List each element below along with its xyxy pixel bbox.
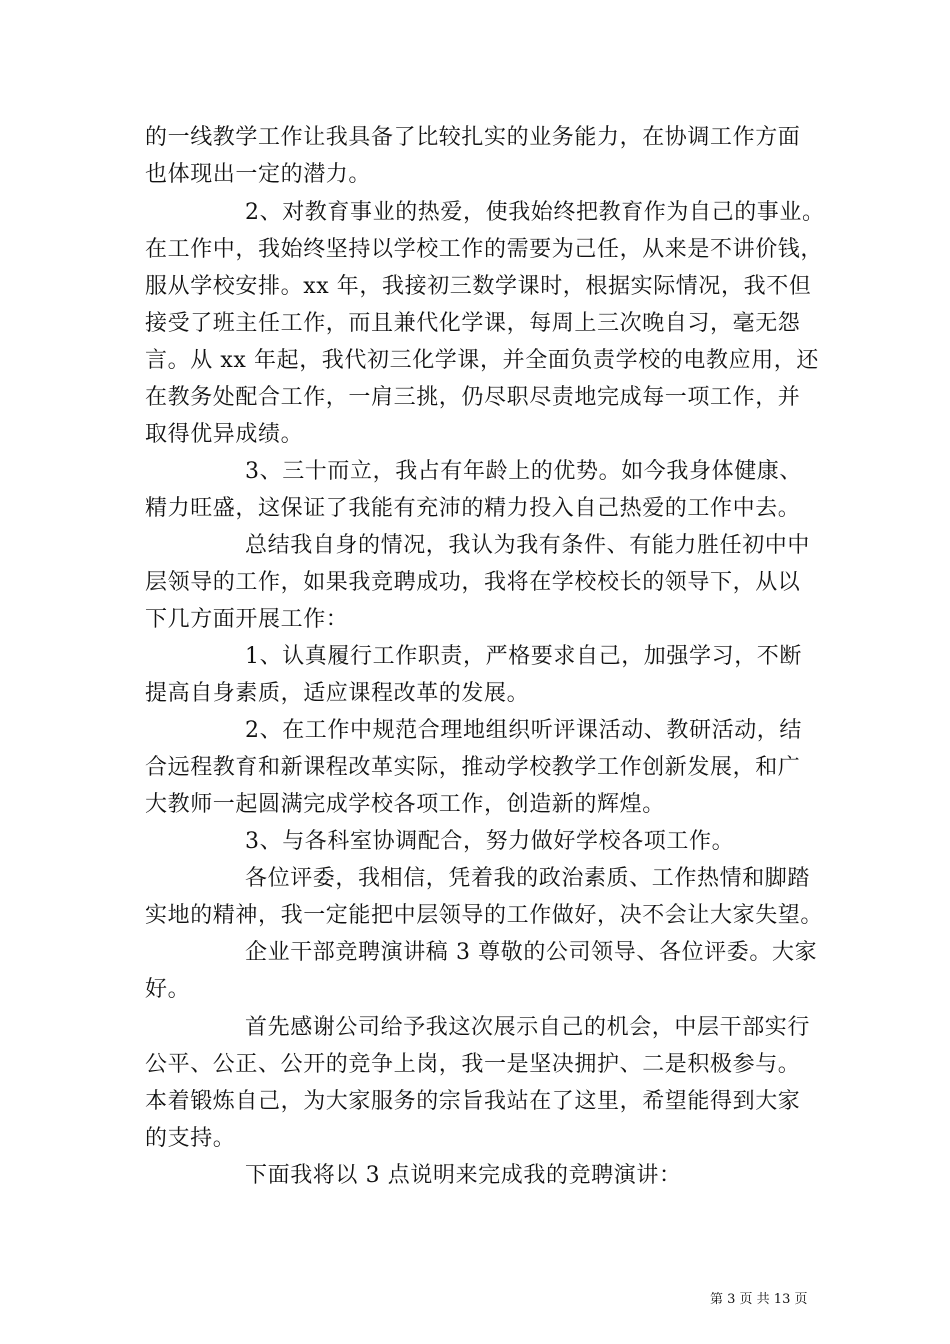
paragraph-line: 接受了班主任工作，而且兼代化学课，每周上三次晚自习，毫无怨 bbox=[145, 311, 801, 336]
paragraph-line: 各位评委，我相信，凭着我的政治素质、工作热情和脚踏 bbox=[245, 866, 811, 891]
paragraph-line: 下面我将以 3 点说明来完成我的竞聘演讲： bbox=[245, 1163, 682, 1188]
paragraph-line: 下几方面开展工作： bbox=[145, 607, 349, 632]
paragraph-line: 也体现出一定的潜力。 bbox=[145, 162, 372, 187]
paragraph-line: 合远程教育和新课程改革实际，推动学校教学工作创新发展，和广 bbox=[145, 755, 801, 780]
paragraph-line: 在教务处配合工作，一肩三挑，仍尽职尽责地完成每一项工作，并 bbox=[145, 385, 801, 410]
paragraph-line: 公平、公正、公开的竞争上岗，我一是坚决拥护、二是积极参与。 bbox=[145, 1052, 801, 1077]
paragraph-line: 3、与各科室协调配合，努力做好学校各项工作。 bbox=[245, 829, 735, 854]
paragraph-line: 在工作中，我始终坚持以学校工作的需要为己任，从来是不讲价钱， bbox=[145, 237, 824, 262]
paragraph-line: 本着锻炼自己，为大家服务的宗旨我站在了这里，希望能得到大家 bbox=[145, 1089, 801, 1114]
paragraph-line: 取得优异成绩。 bbox=[145, 422, 304, 447]
paragraph-line: 大教师一起圆满完成学校各项工作，创造新的辉煌。 bbox=[145, 792, 665, 817]
paragraph-line: 2、在工作中规范合理地组织听评课活动、教研活动，结 bbox=[245, 718, 802, 743]
paragraph-line: 首先感谢公司给予我这次展示自己的机会，中层干部实行 bbox=[245, 1015, 811, 1040]
paragraph-line: 企业干部竞聘演讲稿 3 尊敬的公司领导、各位评委。大家 bbox=[245, 940, 818, 965]
paragraph-line: 1、认真履行工作职责，严格要求自己，加强学习，不断 bbox=[245, 644, 802, 669]
paragraph-line: 提高自身素质，适应课程改革的发展。 bbox=[145, 681, 530, 706]
paragraph-line: 言。从 xx 年起，我代初三化学课，并全面负责学校的电教应用，还 bbox=[145, 348, 820, 373]
page-number-footer: 第 3 页 共 13 页 bbox=[710, 1292, 808, 1307]
paragraph-line: 的一线教学工作让我具备了比较扎实的业务能力，在协调工作方面 bbox=[145, 125, 801, 150]
paragraph-line: 实地的精神，我一定能把中层领导的工作做好，决不会让大家失望。 bbox=[145, 903, 824, 928]
paragraph-line: 服从学校安排。xx 年，我接初三数学课时，根据实际情况，我不但 bbox=[145, 274, 812, 299]
paragraph-line: 总结我自身的情况，我认为我有条件、有能力胜任初中中 bbox=[245, 533, 811, 558]
paragraph-line: 3、三十而立，我占有年龄上的优势。如今我身体健康、 bbox=[245, 459, 802, 484]
paragraph-line: 2、对教育事业的热爱，使我始终把教育作为自己的事业。 bbox=[245, 200, 825, 225]
paragraph-line: 好。 bbox=[145, 977, 191, 1002]
paragraph-line: 精力旺盛，这保证了我能有充沛的精力投入自己热爱的工作中去。 bbox=[145, 496, 801, 521]
paragraph-line: 的支持。 bbox=[145, 1126, 236, 1151]
paragraph-line: 层领导的工作，如果我竞聘成功，我将在学校校长的领导下，从以 bbox=[145, 570, 801, 595]
